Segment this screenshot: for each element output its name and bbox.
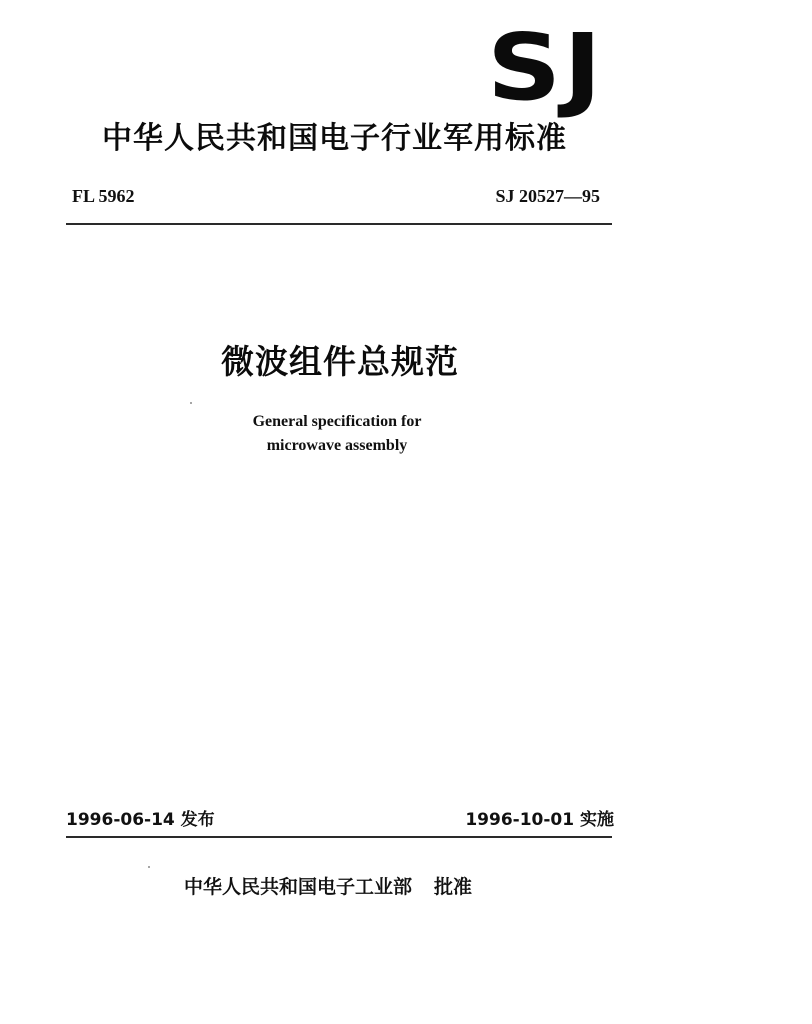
header-divider <box>66 223 612 225</box>
english-title-line-1: General specification for <box>252 413 422 430</box>
english-document-title <box>212 410 462 458</box>
effective-date: 1996-10-01 实施 <box>465 810 614 830</box>
approving-authority <box>184 872 584 899</box>
approval-label: 批准 <box>434 876 473 898</box>
authority-name: 中华人民共和国电子工业部 <box>184 876 413 898</box>
standard-number: SJ 20527—95 <box>495 186 600 206</box>
scan-speck <box>190 402 192 404</box>
classification-code: FL 5962 <box>72 186 135 206</box>
issue-date: 1996-06-14 发布 <box>66 810 215 830</box>
scan-speck <box>148 866 150 868</box>
footer-divider <box>66 836 612 838</box>
standard-category-title: 中华人民共和国电子行业军用标准 <box>102 121 567 156</box>
sj-logo: SJ <box>486 14 604 121</box>
english-title-line-2: microwave assembly <box>266 437 408 454</box>
chinese-document-title: 微波组件总规范 <box>221 342 459 381</box>
